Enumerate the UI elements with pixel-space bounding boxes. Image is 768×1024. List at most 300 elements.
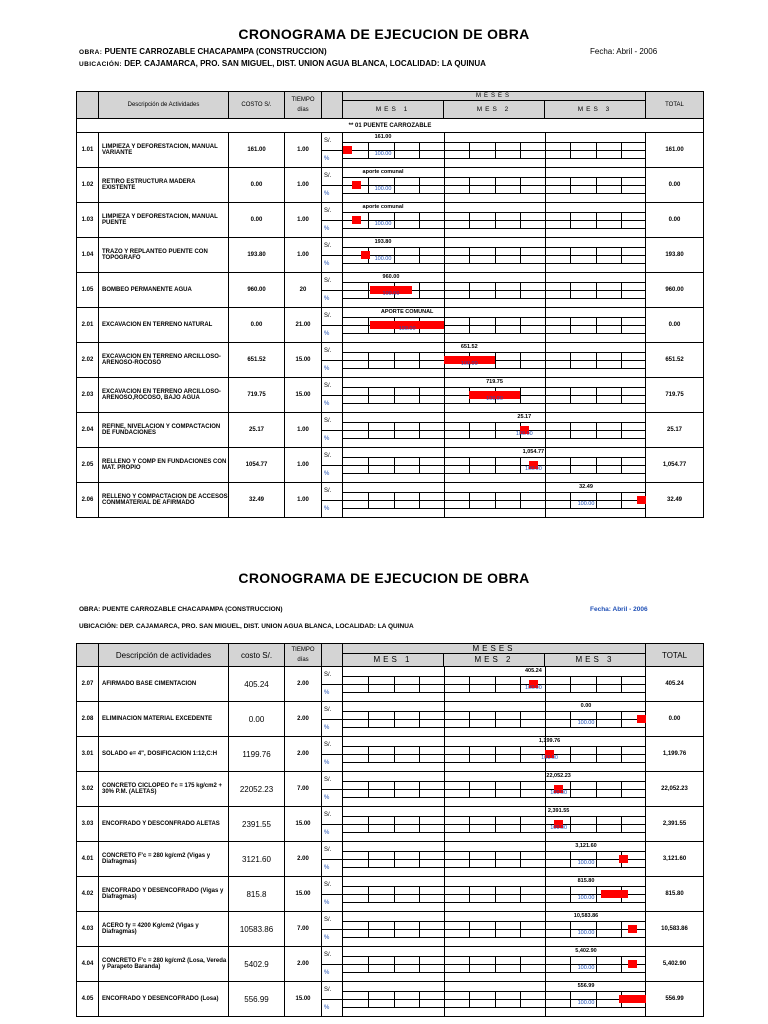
page-title-2: CRONOGRAMA DE EJECUCION DE OBRA	[238, 570, 530, 586]
row-costo: 5402.9	[229, 947, 285, 982]
gantt-grid	[343, 667, 646, 701]
gantt-vline	[394, 921, 395, 937]
row-total: 3,121.60	[646, 842, 704, 877]
gantt-pct-label: 100.00	[460, 361, 478, 367]
gantt-vline	[520, 177, 521, 193]
row-soles-label: S/.	[322, 238, 343, 256]
gantt-grid	[343, 947, 646, 981]
row-pct-label: %	[322, 719, 343, 737]
gantt-vline	[545, 807, 546, 841]
row-gantt	[343, 772, 646, 807]
row-pct-label: %	[322, 964, 343, 982]
gantt-vline	[444, 842, 445, 876]
row-costo: 3121.60	[229, 842, 285, 877]
gantt-vline	[570, 781, 571, 797]
gantt-vline	[621, 352, 622, 368]
gantt-vline	[495, 247, 496, 263]
row-description: BOMBEO PERMANENTE AGUA	[99, 273, 229, 308]
row-costo: 960.00	[229, 273, 285, 308]
header-dias-label-2: días	[297, 656, 309, 663]
gantt-vline	[444, 912, 445, 946]
gantt-grid	[343, 378, 646, 412]
row-gantt	[343, 912, 646, 947]
gantt-hline	[343, 228, 646, 229]
gantt-vline	[469, 492, 470, 508]
row-costo: 22052.23	[229, 772, 285, 807]
gantt-pct-label: 100.00	[541, 755, 558, 761]
obra-value-2: PUENTE CARROZABLE CHACAPAMPA (CONSTRUCCION)	[102, 606, 283, 613]
gantt-pct-label: 100.00	[577, 930, 595, 936]
gantt-vline	[368, 387, 369, 403]
gantt-vline	[570, 886, 571, 902]
gantt-vline	[596, 711, 597, 727]
section-title: ** 01 PUENTE CARROZABLE	[77, 119, 704, 133]
row-description: ENCOFRADO Y DESENCOFRADO (Losa)	[99, 982, 229, 1017]
row-costo: 2391.55	[229, 807, 285, 842]
gantt-vline	[419, 492, 420, 508]
gantt-hline	[343, 403, 646, 404]
row-tiempo: 15.00	[285, 877, 322, 912]
row-gantt	[343, 378, 646, 413]
gantt-pct-label: 100.00	[577, 501, 595, 507]
gantt-vline	[495, 457, 496, 473]
row-total: 22,052.23	[646, 772, 704, 807]
gantt-hline	[343, 832, 646, 833]
row-costo: 0.00	[229, 168, 285, 203]
gantt-cost-label: 10,583.86	[573, 913, 599, 919]
fecha-2: Fecha: Abril - 2006	[590, 606, 648, 613]
gantt-bar	[352, 181, 361, 189]
gantt-vline	[469, 956, 470, 972]
row-tiempo: 1.00	[285, 203, 322, 238]
gantt-vline	[570, 492, 571, 508]
row-gantt	[343, 273, 646, 308]
row-code: 2.03	[77, 378, 99, 413]
gantt-vline	[394, 851, 395, 867]
row-code: 2.05	[77, 448, 99, 483]
gantt-vline	[570, 212, 571, 228]
gantt-vline	[444, 448, 445, 482]
gantt-vline	[444, 483, 445, 517]
gantt-bar	[637, 715, 646, 723]
gantt-vline	[444, 273, 445, 307]
gantt-vline	[596, 212, 597, 228]
row-gantt	[343, 737, 646, 772]
row-tiempo: 1.00	[285, 448, 322, 483]
gantt-vline	[368, 282, 369, 298]
gantt-vline	[368, 492, 369, 508]
gantt-vline	[444, 807, 445, 841]
gantt-pct-label: 100.00	[382, 291, 400, 297]
header-tiempo-label-2: TIEMPO	[291, 646, 315, 653]
row-soles-label: S/.	[322, 807, 343, 825]
gantt-cost-label: 960.00	[382, 274, 400, 280]
row-costo: 719.75	[229, 378, 285, 413]
gantt-vline	[419, 142, 420, 158]
row-costo: 193.80	[229, 238, 285, 273]
gantt-vline	[621, 177, 622, 193]
gantt-vline	[621, 422, 622, 438]
gantt-vline	[596, 991, 597, 1007]
gantt-vline	[520, 247, 521, 263]
gantt-vline	[469, 212, 470, 228]
gantt-vline	[596, 492, 597, 508]
gantt-vline	[520, 387, 521, 403]
gantt-vline	[621, 676, 622, 692]
gantt-bar	[619, 855, 628, 863]
gantt-vline	[596, 746, 597, 762]
gantt-vline	[495, 711, 496, 727]
row-total: 960.00	[646, 273, 704, 308]
gantt-grid	[343, 273, 646, 307]
row-soles-label: S/.	[322, 483, 343, 501]
row-description: REFINE, NIVELACION Y COMPACTACION DE FUNDACIONES	[99, 413, 229, 448]
gantt-bar	[361, 251, 370, 259]
header-code	[77, 92, 99, 119]
row-soles-label: S/.	[322, 737, 343, 755]
gantt-vline	[394, 142, 395, 158]
row-gantt	[343, 842, 646, 877]
row-description: LIMPIEZA Y DEFORESTACION, MANUAL VARIANTE	[99, 133, 229, 168]
gantt-vline	[419, 746, 420, 762]
gantt-vline	[444, 667, 445, 701]
gantt-hline	[343, 1007, 646, 1008]
gantt-vline	[469, 851, 470, 867]
fecha-1: Fecha: Abril - 2006	[590, 47, 658, 56]
row-pct-label: %	[322, 999, 343, 1017]
row-soles-label: S/.	[322, 378, 343, 396]
gantt-vline	[419, 676, 420, 692]
gantt-bar	[628, 960, 637, 968]
header-tiempo	[285, 92, 322, 119]
gantt-vline	[394, 457, 395, 473]
gantt-cost-label: 0.00	[580, 703, 592, 709]
gantt-vline	[570, 142, 571, 158]
row-costo: 32.49	[229, 483, 285, 518]
gantt-vline	[394, 247, 395, 263]
gantt-vline	[596, 676, 597, 692]
gantt-vline	[495, 781, 496, 797]
gantt-pct-label: 100.00	[374, 256, 392, 262]
gantt-vline	[520, 816, 521, 832]
gantt-vline	[495, 851, 496, 867]
gantt-vline	[469, 921, 470, 937]
row-costo: 0.00	[229, 203, 285, 238]
gantt-vline	[520, 711, 521, 727]
gantt-cost-label: APORTE COMUNAL	[380, 309, 434, 315]
row-description: AFIRMADO BASE CIMENTACION	[99, 667, 229, 702]
gantt-vline	[444, 772, 445, 806]
gantt-vline	[570, 711, 571, 727]
gantt-vline	[570, 457, 571, 473]
gantt-grid	[343, 912, 646, 946]
gantt-vline	[520, 781, 521, 797]
gantt-vline	[570, 991, 571, 1007]
row-code: 1.02	[77, 168, 99, 203]
gantt-vline	[570, 956, 571, 972]
row-costo: 0.00	[229, 702, 285, 737]
obra-value: PUENTE CARROZABLE CHACAPAMPA (CONSTRUCCION)	[104, 47, 327, 56]
gantt-vline	[545, 413, 546, 447]
gantt-vline	[419, 387, 420, 403]
row-description: SOLADO e= 4", DOSIFICACION 1:12,C:H	[99, 737, 229, 772]
row-soles-label: S/.	[322, 448, 343, 466]
gantt-vline	[419, 282, 420, 298]
row-code: 3.02	[77, 772, 99, 807]
gantt-cost-label: 25.17	[517, 414, 532, 420]
row-total: 651.52	[646, 343, 704, 378]
row-gantt	[343, 982, 646, 1017]
gantt-vline	[394, 746, 395, 762]
row-pct-label: %	[322, 185, 343, 203]
gantt-vline	[495, 317, 496, 333]
row-tiempo: 1.00	[285, 133, 322, 168]
row-description: EXCAVACION EN TERRENO ARCILLOSO-ARENOSO,ROCOSO, BAJO AGUA	[99, 378, 229, 413]
gantt-vline	[394, 886, 395, 902]
gantt-vline	[495, 177, 496, 193]
row-costo: 161.00	[229, 133, 285, 168]
gantt-vline	[469, 991, 470, 1007]
gantt-vline	[469, 282, 470, 298]
gantt-hline	[343, 508, 646, 509]
gantt-vline	[444, 702, 445, 736]
gantt-vline	[520, 282, 521, 298]
gantt-vline	[570, 282, 571, 298]
gantt-cost-label: 1,199.76	[538, 738, 561, 744]
gantt-vline	[545, 238, 546, 272]
row-pct-label: %	[322, 894, 343, 912]
row-description: ELIMINACION MATERIAL EXCEDENTE	[99, 702, 229, 737]
gantt-vline	[545, 702, 546, 736]
row-total: 0.00	[646, 203, 704, 238]
gantt-vline	[368, 212, 369, 228]
gantt-vline	[570, 676, 571, 692]
row-tiempo: 15.00	[285, 807, 322, 842]
gantt-pct-label: 100.00	[524, 685, 542, 691]
gantt-cost-label: 32.49	[579, 484, 593, 490]
gantt-vline	[394, 492, 395, 508]
gantt-grid	[343, 737, 646, 771]
gantt-vline	[469, 886, 470, 902]
row-total: 25.17	[646, 413, 704, 448]
header-total: TOTAL	[646, 92, 704, 119]
gantt-bar	[619, 995, 646, 1003]
row-gantt	[343, 807, 646, 842]
header-tiempo-label: TIEMPO	[291, 96, 315, 103]
gantt-vline	[419, 921, 420, 937]
gantt-vline	[520, 142, 521, 158]
row-gantt	[343, 168, 646, 203]
row-code: 2.06	[77, 483, 99, 518]
gantt-vline	[469, 676, 470, 692]
gantt-cost-label: 193.80	[374, 239, 392, 245]
gantt-vline	[368, 746, 369, 762]
gantt-grid	[343, 483, 646, 517]
row-description: ACERO fy = 4200 Kg/cm2 (Vigas y Diafragmas)	[99, 912, 229, 947]
gantt-cost-label: aporte comunal	[362, 204, 404, 210]
row-total: 0.00	[646, 702, 704, 737]
row-code: 1.01	[77, 133, 99, 168]
row-code: 1.03	[77, 203, 99, 238]
row-pct-label: %	[322, 220, 343, 238]
gantt-vline	[570, 247, 571, 263]
header-months-2	[343, 654, 646, 667]
row-tiempo: 2.00	[285, 702, 322, 737]
gantt-vline	[596, 177, 597, 193]
gantt-vline	[419, 851, 420, 867]
gantt-vline	[545, 273, 546, 307]
gantt-grid	[343, 308, 646, 342]
gantt-vline	[520, 886, 521, 902]
gantt-vline	[545, 203, 546, 237]
gantt-cost-label: 815.80	[577, 878, 595, 884]
gantt-vline	[419, 711, 420, 727]
row-description: RELLENO Y COMPACTACION DE ACCESOS CONMMATERIAL DE AFIRMADO	[99, 483, 229, 518]
header-total-2: TOTAL	[646, 644, 704, 667]
row-gantt	[343, 238, 646, 273]
gantt-hline	[343, 972, 646, 973]
row-soles-label: S/.	[322, 168, 343, 186]
gantt-vline	[596, 282, 597, 298]
gantt-vline	[621, 492, 622, 508]
row-tiempo: 15.00	[285, 343, 322, 378]
gantt-vline	[368, 676, 369, 692]
gantt-vline	[520, 921, 521, 937]
gantt-vline	[596, 956, 597, 972]
row-soles-label: S/.	[322, 772, 343, 790]
obra-label-2: OBRA:	[79, 606, 101, 613]
gantt-vline	[545, 912, 546, 946]
gantt-hline	[343, 333, 646, 334]
row-gantt	[343, 947, 646, 982]
gantt-vline	[621, 711, 622, 727]
gantt-vline	[495, 212, 496, 228]
row-code: 2.07	[77, 667, 99, 702]
gantt-vline	[570, 816, 571, 832]
header-mes-3-2: MES 3	[575, 655, 615, 664]
row-total: 161.00	[646, 133, 704, 168]
row-gantt	[343, 343, 646, 378]
gantt-cost-label: 22,052.23	[546, 773, 571, 779]
row-tiempo: 21.00	[285, 308, 322, 343]
row-tiempo: 1.00	[285, 238, 322, 273]
row-gantt	[343, 667, 646, 702]
header-blank	[322, 92, 343, 119]
obra-line-2	[79, 606, 283, 613]
row-costo: 25.17	[229, 413, 285, 448]
header-descripcion-2: Descripción de actividades	[99, 644, 229, 667]
gantt-vline	[621, 317, 622, 333]
gantt-vline	[596, 247, 597, 263]
gantt-vline	[368, 177, 369, 193]
gantt-vline	[368, 781, 369, 797]
gantt-vline	[444, 982, 445, 1016]
gantt-vline	[596, 142, 597, 158]
gantt-cost-label: 5,402.90	[575, 948, 597, 954]
gantt-grid	[343, 343, 646, 377]
gantt-cost-label: aporte comunal	[362, 169, 404, 175]
gantt-grid	[343, 807, 646, 841]
gantt-grid	[343, 203, 646, 237]
gantt-vline	[545, 448, 546, 482]
gantt-vline	[520, 457, 521, 473]
row-description: RELLENO Y COMP EN FUNDACIONES CON MAT. PROPIO	[99, 448, 229, 483]
gantt-vline	[419, 352, 420, 368]
gantt-vline	[368, 352, 369, 368]
row-tiempo: 2.00	[285, 737, 322, 772]
gantt-vline	[469, 781, 470, 797]
row-total: 2,391.55	[646, 807, 704, 842]
gantt-vline	[520, 317, 521, 333]
gantt-pct-label: 100.00	[550, 825, 568, 831]
gantt-vline	[469, 816, 470, 832]
row-pct-label: %	[322, 430, 343, 448]
row-pct-label: %	[322, 360, 343, 378]
gantt-vline	[394, 956, 395, 972]
gantt-vline	[419, 422, 420, 438]
gantt-vline	[621, 781, 622, 797]
gantt-vline	[444, 308, 445, 342]
gantt-vline	[368, 956, 369, 972]
gantt-vline	[621, 387, 622, 403]
row-pct-label: %	[322, 325, 343, 343]
row-soles-label: S/.	[322, 702, 343, 720]
gantt-vline	[621, 956, 622, 972]
gantt-vline	[520, 352, 521, 368]
row-soles-label: S/.	[322, 667, 343, 685]
gantt-vline	[444, 947, 445, 981]
row-code: 3.01	[77, 737, 99, 772]
row-total: 0.00	[646, 168, 704, 203]
row-soles-label: S/.	[322, 912, 343, 930]
row-pct-label: %	[322, 255, 343, 273]
row-soles-label: S/.	[322, 133, 343, 151]
gantt-vline	[469, 317, 470, 333]
gantt-pct-label: 100.00	[374, 186, 392, 192]
gantt-hline	[343, 797, 646, 798]
gantt-vline	[444, 133, 445, 167]
row-soles-label: S/.	[322, 273, 343, 291]
gantt-vline	[621, 282, 622, 298]
gantt-bar	[601, 890, 628, 898]
gantt-hline	[343, 762, 646, 763]
row-pct-label: %	[322, 859, 343, 877]
row-tiempo: 2.00	[285, 667, 322, 702]
ubicacion-value: DEP. CAJAMARCA, PRO. SAN MIGUEL, DIST. UNION AGUA BLANCA, LOCALIDAD: LA QUINUA	[124, 59, 486, 68]
header-meses: MESES	[343, 92, 646, 101]
gantt-vline	[596, 352, 597, 368]
gantt-vline	[495, 921, 496, 937]
row-total: 0.00	[646, 308, 704, 343]
gantt-hline	[343, 298, 646, 299]
gantt-vline	[596, 851, 597, 867]
gantt-hline	[343, 473, 646, 474]
row-code: 2.04	[77, 413, 99, 448]
row-code: 2.01	[77, 308, 99, 343]
row-costo: 0.00	[229, 308, 285, 343]
row-pct-label: %	[322, 395, 343, 413]
gantt-vline	[394, 991, 395, 1007]
gantt-cost-label: 719.75	[486, 379, 503, 385]
gantt-vline	[596, 422, 597, 438]
gantt-grid	[343, 133, 646, 167]
gantt-vline	[545, 343, 546, 377]
gantt-vline	[596, 387, 597, 403]
row-tiempo: 1.00	[285, 413, 322, 448]
gantt-vline	[419, 816, 420, 832]
gantt-vline	[621, 212, 622, 228]
gantt-hline	[343, 193, 646, 194]
